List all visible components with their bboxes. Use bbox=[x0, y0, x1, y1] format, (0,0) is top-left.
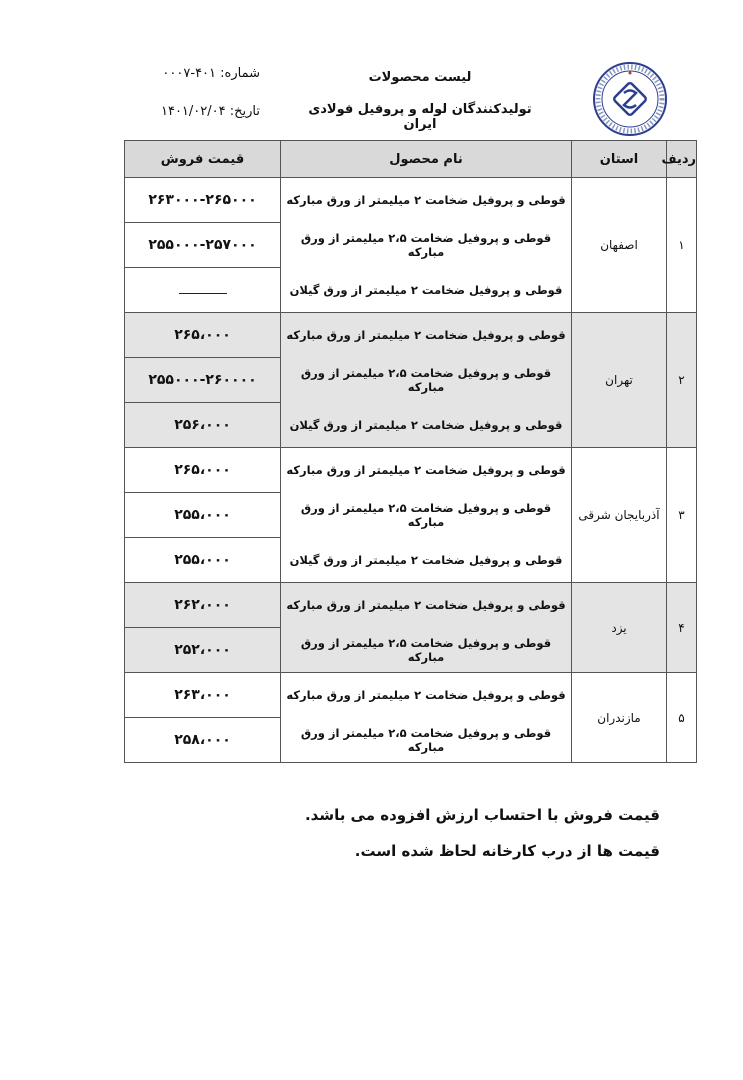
province-cell: تهران bbox=[572, 313, 667, 448]
price-cell: ۲۶۵،۰۰۰ bbox=[125, 313, 281, 358]
document-heading bbox=[290, 70, 550, 132]
price-cell: ۲۶۲،۰۰۰ bbox=[125, 583, 281, 628]
product-cell: قوطی و پروفیل ضخامت ۲،۵ میلیمتر از ورق مبارکه bbox=[281, 628, 572, 673]
price-cell: ۲۵۶،۰۰۰ bbox=[125, 403, 281, 448]
product-cell: قوطی و پروفیل ضخامت ۲ میلیمتر از ورق مبارکه bbox=[281, 448, 572, 493]
price-table bbox=[124, 140, 697, 763]
product-cell: قوطی و پروفیل ضخامت ۲ میلیمتر از ورق مبارکه bbox=[281, 313, 572, 358]
price-cell: ۲۶۳۰۰۰-۲۶۵۰۰۰ bbox=[125, 178, 281, 223]
document-number-label: شماره: bbox=[220, 66, 260, 81]
note-factory: قیمت ها از درب کارخانه لحاظ شده است. bbox=[354, 842, 660, 860]
province-cell: اصفهان bbox=[572, 178, 667, 313]
product-cell: قوطی و پروفیل ضخامت ۲ میلیمتر از ورق مبارکه bbox=[281, 178, 572, 223]
price-cell: ۲۶۳،۰۰۰ bbox=[125, 673, 281, 718]
document-date-value: ۱۴۰۱/۰۲/۰۴ bbox=[160, 104, 226, 119]
price-cell: ۲۵۸،۰۰۰ bbox=[125, 718, 281, 763]
column-header-product: نام محصول bbox=[281, 141, 572, 178]
document-number bbox=[140, 66, 260, 86]
notes bbox=[305, 806, 660, 864]
table-row bbox=[125, 178, 697, 223]
table-row bbox=[125, 673, 697, 718]
column-header-row-number: ردیف bbox=[667, 141, 697, 178]
table-header-row bbox=[125, 141, 697, 178]
price-cell: ۲۶۵،۰۰۰ bbox=[125, 448, 281, 493]
price-cell: ۲۵۵،۰۰۰ bbox=[125, 538, 281, 583]
province-group bbox=[125, 313, 697, 448]
province-cell: آذربایجان شرقی bbox=[572, 448, 667, 583]
price-cell: ۲۵۲،۰۰۰ bbox=[125, 628, 281, 673]
province-cell: یزد bbox=[572, 583, 667, 673]
product-cell: قوطی و پروفیل ضخامت ۲،۵ میلیمتر از ورق مبارکه bbox=[281, 718, 572, 763]
table-row bbox=[125, 583, 697, 628]
price-cell: ۲۵۵،۰۰۰ bbox=[125, 493, 281, 538]
product-cell: قوطی و پروفیل ضخامت ۲ میلیمتر از ورق مبارکه bbox=[281, 673, 572, 718]
document-subtitle: تولیدکنندگان لوله و پروفیل فولادی ایران bbox=[308, 102, 532, 132]
document-date-label: تاریخ: bbox=[229, 104, 260, 119]
column-header-province: استان bbox=[572, 141, 667, 178]
row-number-cell: ۵ bbox=[667, 673, 697, 763]
province-group bbox=[125, 178, 697, 313]
product-cell: قوطی و پروفیل ضخامت ۲،۵ میلیمتر از ورق مبارکه bbox=[281, 358, 572, 403]
document-meta bbox=[140, 66, 260, 124]
product-cell: قوطی و پروفیل ضخامت ۲،۵ میلیمتر از ورق مبارکه bbox=[281, 493, 572, 538]
row-number-cell: ۱ bbox=[667, 178, 697, 313]
column-header-price: قیمت فروش bbox=[125, 141, 281, 178]
table-row bbox=[125, 313, 697, 358]
document-number-value: ۴۰۱-۰۰۰۷ bbox=[162, 66, 217, 81]
dash-placeholder bbox=[179, 285, 227, 294]
note-vat: قیمت فروش با احتساب ارزش افزوده می باشد. bbox=[304, 806, 660, 824]
document-title: لیست محصولات bbox=[368, 70, 472, 85]
price-cell: ۲۵۵۰۰۰-۲۵۷۰۰۰ bbox=[125, 223, 281, 268]
row-number-cell: ۲ bbox=[667, 313, 697, 448]
row-number-cell: ۴ bbox=[667, 583, 697, 673]
product-cell: قوطی و پروفیل ضخامت ۲ میلیمتر از ورق گیلان bbox=[281, 403, 572, 448]
province-group bbox=[125, 673, 697, 763]
document-date bbox=[140, 104, 260, 124]
product-cell: قوطی و پروفیل ضخامت ۲،۵ میلیمتر از ورق مبارکه bbox=[281, 223, 572, 268]
product-cell: قوطی و پروفیل ضخامت ۲ میلیمتر از ورق گیلان bbox=[281, 538, 572, 583]
product-cell: قوطی و پروفیل ضخامت ۲ میلیمتر از ورق گیلان bbox=[281, 268, 572, 313]
price-cell-unavailable bbox=[125, 268, 281, 313]
association-seal-icon bbox=[591, 60, 669, 138]
row-number-cell: ۳ bbox=[667, 448, 697, 583]
province-group bbox=[125, 583, 697, 673]
product-cell: قوطی و پروفیل ضخامت ۲ میلیمتر از ورق مبارکه bbox=[281, 583, 572, 628]
table-row bbox=[125, 448, 697, 493]
province-cell: مازندران bbox=[572, 673, 667, 763]
province-group bbox=[125, 448, 697, 583]
price-cell: ۲۵۵۰۰۰-۲۶۰۰۰۰ bbox=[125, 358, 281, 403]
